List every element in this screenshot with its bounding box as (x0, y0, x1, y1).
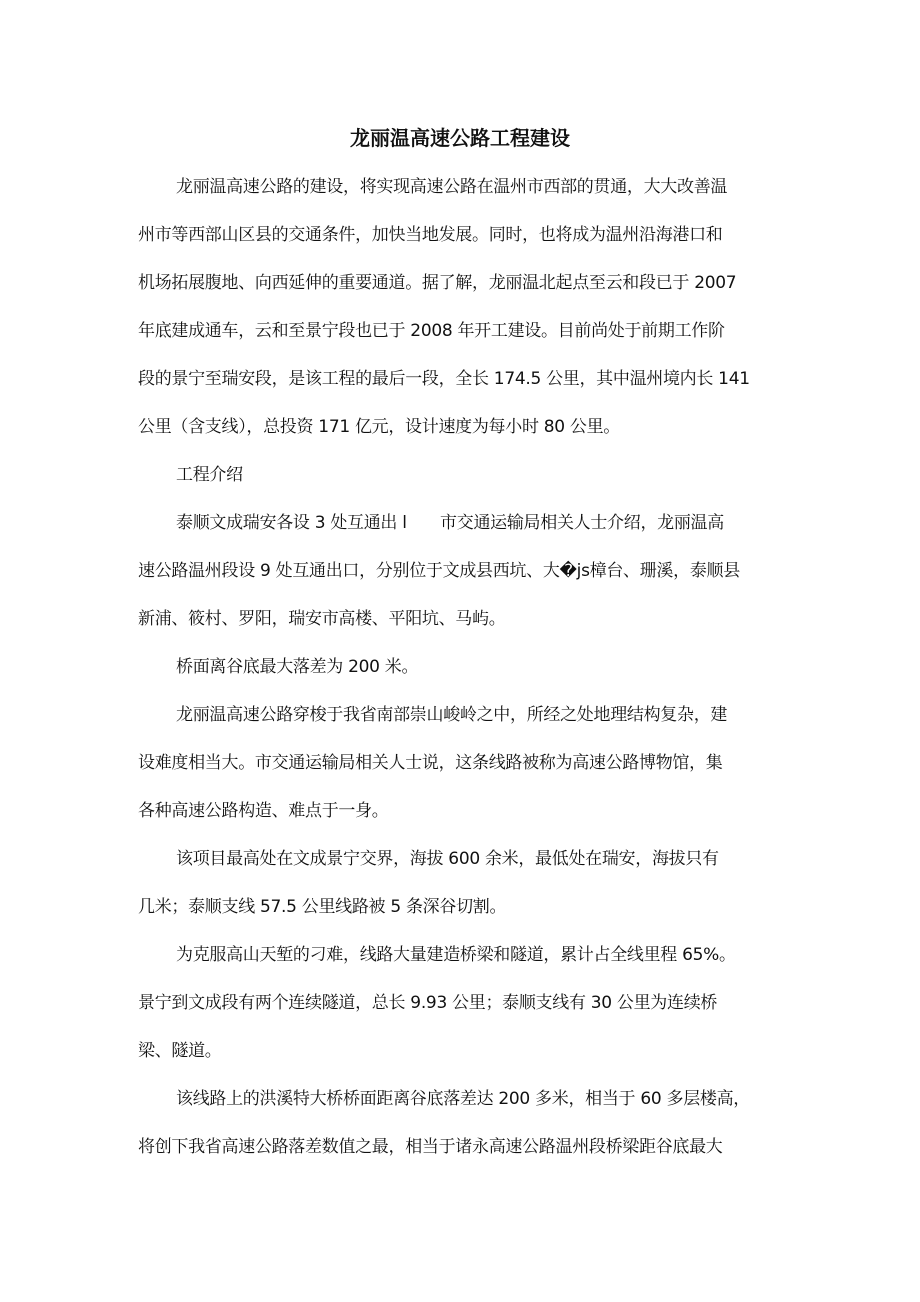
text-line: 年底建成通车，云和至景宁段也已于 2008 年开工建设。目前尚处于前期工作阶 (138, 321, 725, 341)
document-title: 龙丽温高速公路工程建设 (350, 126, 570, 150)
text-line: 泰顺文成瑞安各设 3 处互通出 l 市交通运输局相关人士介绍，龙丽温高 (176, 513, 724, 533)
text-line: 桥面离谷底最大落差为 200 米。 (176, 657, 419, 677)
text-line: 新浦、筱村、罗阳，瑞安市高楼、平阳坑、马屿。 (138, 609, 506, 629)
text-line: 该项目最高处在文成景宁交界，海拔 600 余米，最低处在瑞安，海拔只有 (176, 849, 719, 869)
text-line: 龙丽温高速公路穿梭于我省南部崇山峻岭之中，所经之处地理结构复杂，建 (176, 705, 728, 725)
text-line: 龙丽温高速公路的建设，将实现高速公路在温州市西部的贯通，大大改善温 (176, 177, 728, 197)
text-line: 设难度相当大。市交通运输局相关人士说，这条线路被称为高速公路博物馆，集 (138, 753, 723, 773)
paragraph (138, 451, 818, 499)
text-line: 机场拓展腹地、向西延伸的重要通道。据了解，龙丽温北起点至云和段已于 2007 (138, 273, 737, 293)
text-line: 各种高速公路构造、难点于一身。 (138, 801, 389, 821)
text-line: 工程介绍 (176, 465, 243, 485)
paragraph (138, 499, 818, 643)
text-line: 速公路温州段设 9 处互通出口，分别位于文成县西坑、大�js樟台、珊溪，泰顺县 (138, 561, 740, 581)
text-line: 将创下我省高速公路落差数值之最，相当于诸永高速公路温州段桥梁距谷底最大 (138, 1137, 723, 1157)
paragraph (138, 931, 818, 1075)
document-body (138, 163, 818, 1171)
text-line: 梁、隧道。 (138, 1041, 222, 1061)
paragraph (138, 691, 818, 835)
text-line: 该线路上的洪溪特大桥桥面距离谷底落差达 200 多米，相当于 60 多层楼高， (176, 1089, 750, 1109)
text-line: 几米；泰顺支线 57.5 公里线路被 5 条深谷切割。 (138, 897, 507, 917)
text-line: 为克服高山天堑的刁难，线路大量建造桥梁和隧道，累计占全线里程 65%。 (176, 945, 736, 965)
text-line: 州市等西部山区县的交通条件，加快当地发展。同时，也将成为温州沿海港口和 (138, 225, 723, 245)
text-line: 公里（含支线），总投资 171 亿元，设计速度为每小时 80 公里。 (138, 417, 620, 437)
paragraph (138, 835, 818, 931)
text-line: 段的景宁至瑞安段，是该工程的最后一段，全长 174.5 公里，其中温州境内长 141 (138, 369, 750, 389)
text-line: 景宁到文成段有两个连续隧道，总长 9.93 公里；泰顺支线有 30 公里为连续桥 (138, 993, 718, 1013)
paragraph (138, 643, 818, 691)
paragraph (138, 163, 818, 451)
paragraph (138, 1075, 818, 1171)
